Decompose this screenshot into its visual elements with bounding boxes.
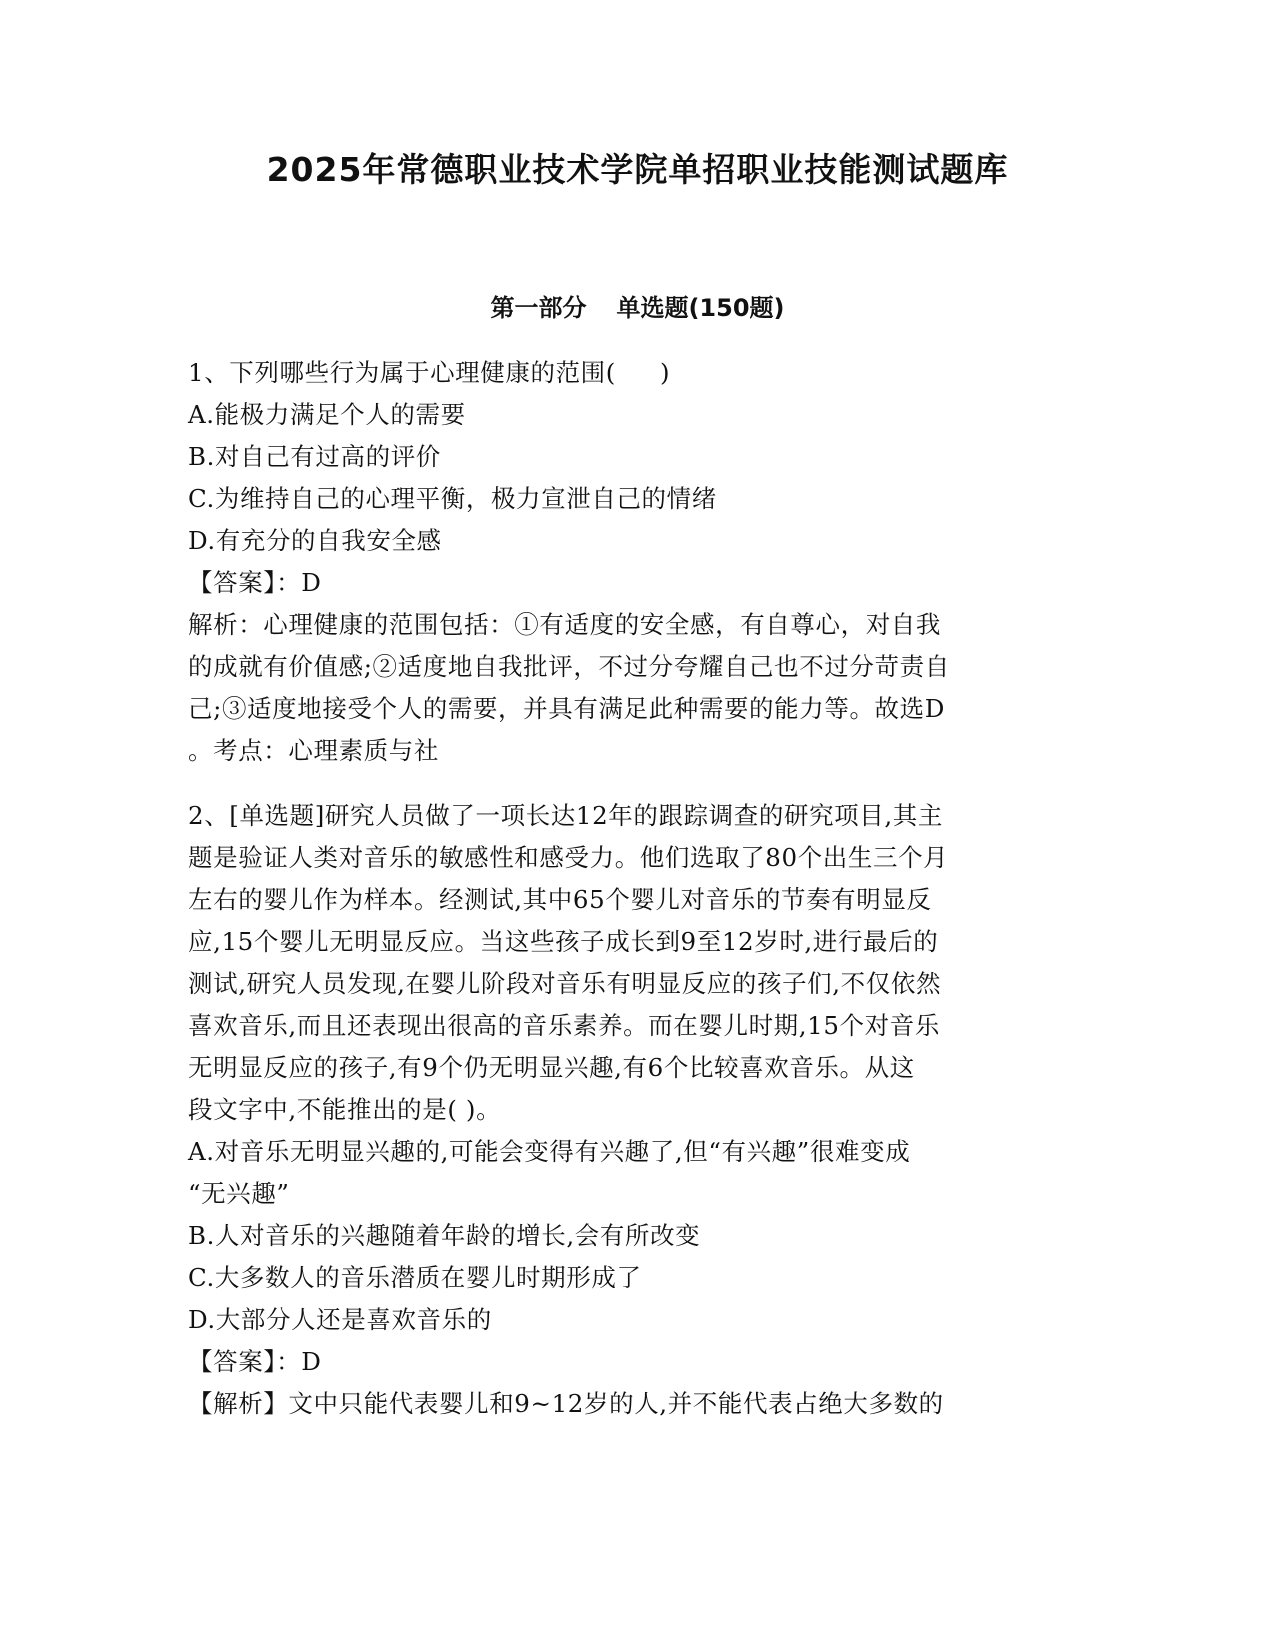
option-b: B.对自己有过高的评价 bbox=[188, 442, 441, 471]
section-name: 单选题(150题) bbox=[616, 294, 785, 322]
question-stem-line: 应,15个婴儿无明显反应。当这些孩子成长到9至12岁时,进行最后的 bbox=[188, 927, 939, 956]
option-a: A.对音乐无明显兴趣的,可能会变得有兴趣了,但“有兴趣”很难变成 bbox=[188, 1137, 911, 1166]
question-stem-line: 2、[单选题]研究人员做了一项长达12年的跟踪调查的研究项目,其主 bbox=[188, 801, 943, 830]
question-1 bbox=[188, 352, 1078, 772]
question-stem-line: 测试,研究人员发现,在婴儿阶段对音乐有明显反应的孩子们,不仅依然 bbox=[188, 969, 942, 998]
option-c: C.为维持自己的心理平衡，极力宣泄自己的情绪 bbox=[188, 484, 717, 513]
answer: 【答案】：D bbox=[188, 568, 322, 597]
option-b: B.人对音乐的兴趣随着年龄的增长,会有所改变 bbox=[188, 1221, 701, 1250]
question-list bbox=[188, 352, 1078, 1425]
option-d: D.有充分的自我安全感 bbox=[188, 526, 442, 555]
explanation-line: 己;③适度地接受个人的需要，并具有满足此种需要的能力等。故选D bbox=[188, 694, 945, 723]
explanation-line: 。考点：心理素质与社 bbox=[188, 736, 439, 765]
question-stem-line: 左右的婴儿作为样本。经测试,其中65个婴儿对音乐的节奏有明显反 bbox=[188, 885, 932, 914]
section-heading bbox=[0, 291, 1275, 325]
question-stem-line: 无明显反应的孩子,有9个仍无明显兴趣,有6个比较喜欢音乐。从这 bbox=[188, 1053, 915, 1082]
option-c: C.大多数人的音乐潜质在婴儿时期形成了 bbox=[188, 1263, 642, 1292]
question-stem-line: 段文字中,不能推出的是( )。 bbox=[188, 1095, 502, 1124]
question-stem-text: 1、下列哪些行为属于心理健康的范围( bbox=[188, 358, 616, 387]
question-stem bbox=[188, 352, 1078, 394]
option-a: A.能极力满足个人的需要 bbox=[188, 400, 466, 429]
question-stem-line: 喜欢音乐,而且还表现出很高的音乐素养。而在婴儿时期,15个对音乐 bbox=[188, 1011, 940, 1040]
explanation-line: 解析：心理健康的范围包括：①有适度的安全感，有自尊心，对自我 bbox=[188, 610, 941, 639]
question-2 bbox=[188, 795, 1078, 1425]
answer: 【答案】：D bbox=[188, 1347, 322, 1376]
question-stem-bracket: ) bbox=[659, 358, 671, 387]
section-label: 第一部分 bbox=[490, 294, 587, 322]
option-a-continued: “无兴趣” bbox=[188, 1179, 290, 1208]
explanation-line: 的成就有价值感;②适度地自我批评，不过分夸耀自己也不过分苛责自 bbox=[188, 652, 950, 681]
question-stem-line: 题是验证人类对音乐的敏感性和感受力。他们选取了80个出生三个月 bbox=[188, 843, 949, 872]
document-title: 2025年常德职业技术学院单招职业技能测试题库 bbox=[266, 150, 1009, 189]
option-d: D.大部分人还是喜欢音乐的 bbox=[188, 1305, 492, 1334]
explanation-line: 【解析】文中只能代表婴儿和9~12岁的人,并不能代表占绝大多数的 bbox=[188, 1389, 944, 1418]
